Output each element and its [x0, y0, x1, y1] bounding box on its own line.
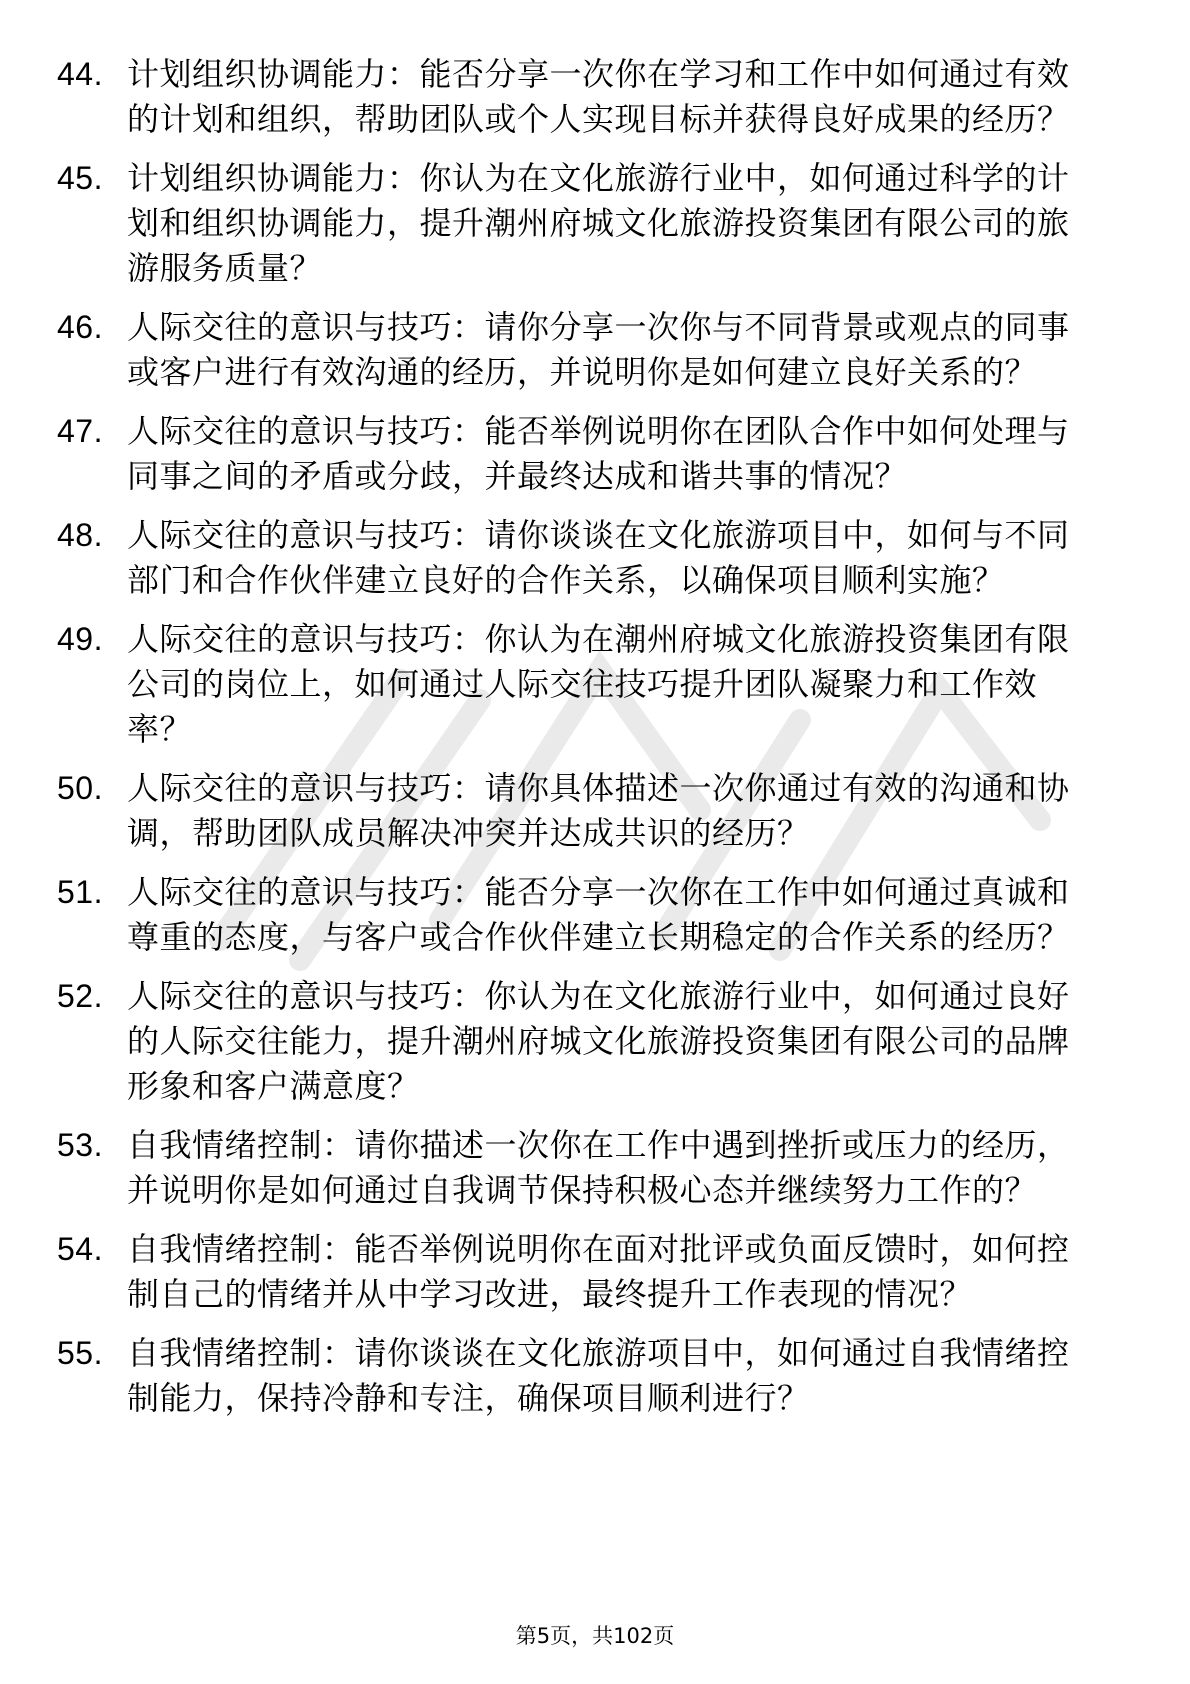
question-item: [0, 1227, 1190, 1317]
question-item: [0, 409, 1190, 499]
page-footer: 第5页，共102页: [515, 1624, 675, 1648]
question-list: [0, 52, 1190, 1435]
question-item: [0, 870, 1190, 960]
question-number: 49.: [57, 621, 103, 657]
question-item: [0, 1331, 1190, 1421]
question-text: 自我情绪控制：请你描述一次你在工作中遇到挫折或压力的经历，并说明你是如何通过自我调节保持积极心态并继续努力工作的？: [127, 1126, 1070, 1209]
question-text: 人际交往的意识与技巧：请你具体描述一次你通过有效的沟通和协调，帮助团队成员解决冲突并达成共识的经历？: [127, 769, 1070, 852]
question-item: [0, 305, 1190, 395]
question-number: 55.: [57, 1335, 103, 1371]
question-number: 44.: [57, 56, 103, 92]
question-item: [0, 156, 1190, 291]
question-item: [0, 766, 1190, 856]
question-text: 人际交往的意识与技巧：请你分享一次你与不同背景或观点的同事或客户进行有效沟通的经历，并说明你是如何建立良好关系的？: [127, 308, 1070, 391]
question-item: [0, 513, 1190, 603]
question-text: 人际交往的意识与技巧：能否举例说明你在团队合作中如何处理与同事之间的矛盾或分歧，并最终达成和谐共事的情况？: [127, 412, 1070, 495]
question-text: 人际交往的意识与技巧：请你谈谈在文化旅游项目中，如何与不同部门和合作伙伴建立良好的合作关系，以确保项目顺利实施？: [127, 516, 1070, 599]
question-text: 人际交往的意识与技巧：你认为在文化旅游行业中，如何通过良好的人际交往能力，提升潮州府城文化旅游投资集团有限公司的品牌形象和客户满意度？: [127, 977, 1070, 1105]
question-number: 47.: [57, 413, 103, 449]
question-text: 人际交往的意识与技巧：能否分享一次你在工作中如何通过真诚和尊重的态度，与客户或合作伙伴建立长期稳定的合作关系的经历？: [127, 873, 1070, 956]
question-text: 计划组织协调能力：你认为在文化旅游行业中，如何通过科学的计划和组织协调能力，提升潮州府城文化旅游投资集团有限公司的旅游服务质量？: [127, 159, 1070, 287]
question-text: 自我情绪控制：请你谈谈在文化旅游项目中，如何通过自我情绪控制能力，保持冷静和专注，确保项目顺利进行？: [127, 1334, 1070, 1417]
question-number: 45.: [57, 160, 103, 196]
question-number: 51.: [57, 874, 103, 910]
question-text: 计划组织协调能力：能否分享一次你在学习和工作中如何通过有效的计划和组织，帮助团队或个人实现目标并获得良好成果的经历？: [127, 55, 1070, 138]
question-text: 自我情绪控制：能否举例说明你在面对批评或负面反馈时，如何控制自己的情绪并从中学习改进，最终提升工作表现的情况？: [127, 1230, 1070, 1313]
question-number: 54.: [57, 1231, 103, 1267]
question-item: [0, 617, 1190, 752]
question-item: [0, 1123, 1190, 1213]
question-number: 46.: [57, 309, 103, 345]
question-number: 48.: [57, 517, 103, 553]
question-number: 50.: [57, 770, 103, 806]
question-number: 53.: [57, 1127, 103, 1163]
question-number: 52.: [57, 978, 103, 1014]
question-text: 人际交往的意识与技巧：你认为在潮州府城文化旅游投资集团有限公司的岗位上，如何通过人际交往技巧提升团队凝聚力和工作效率？: [127, 620, 1070, 748]
question-item: [0, 52, 1190, 142]
question-item: [0, 974, 1190, 1109]
